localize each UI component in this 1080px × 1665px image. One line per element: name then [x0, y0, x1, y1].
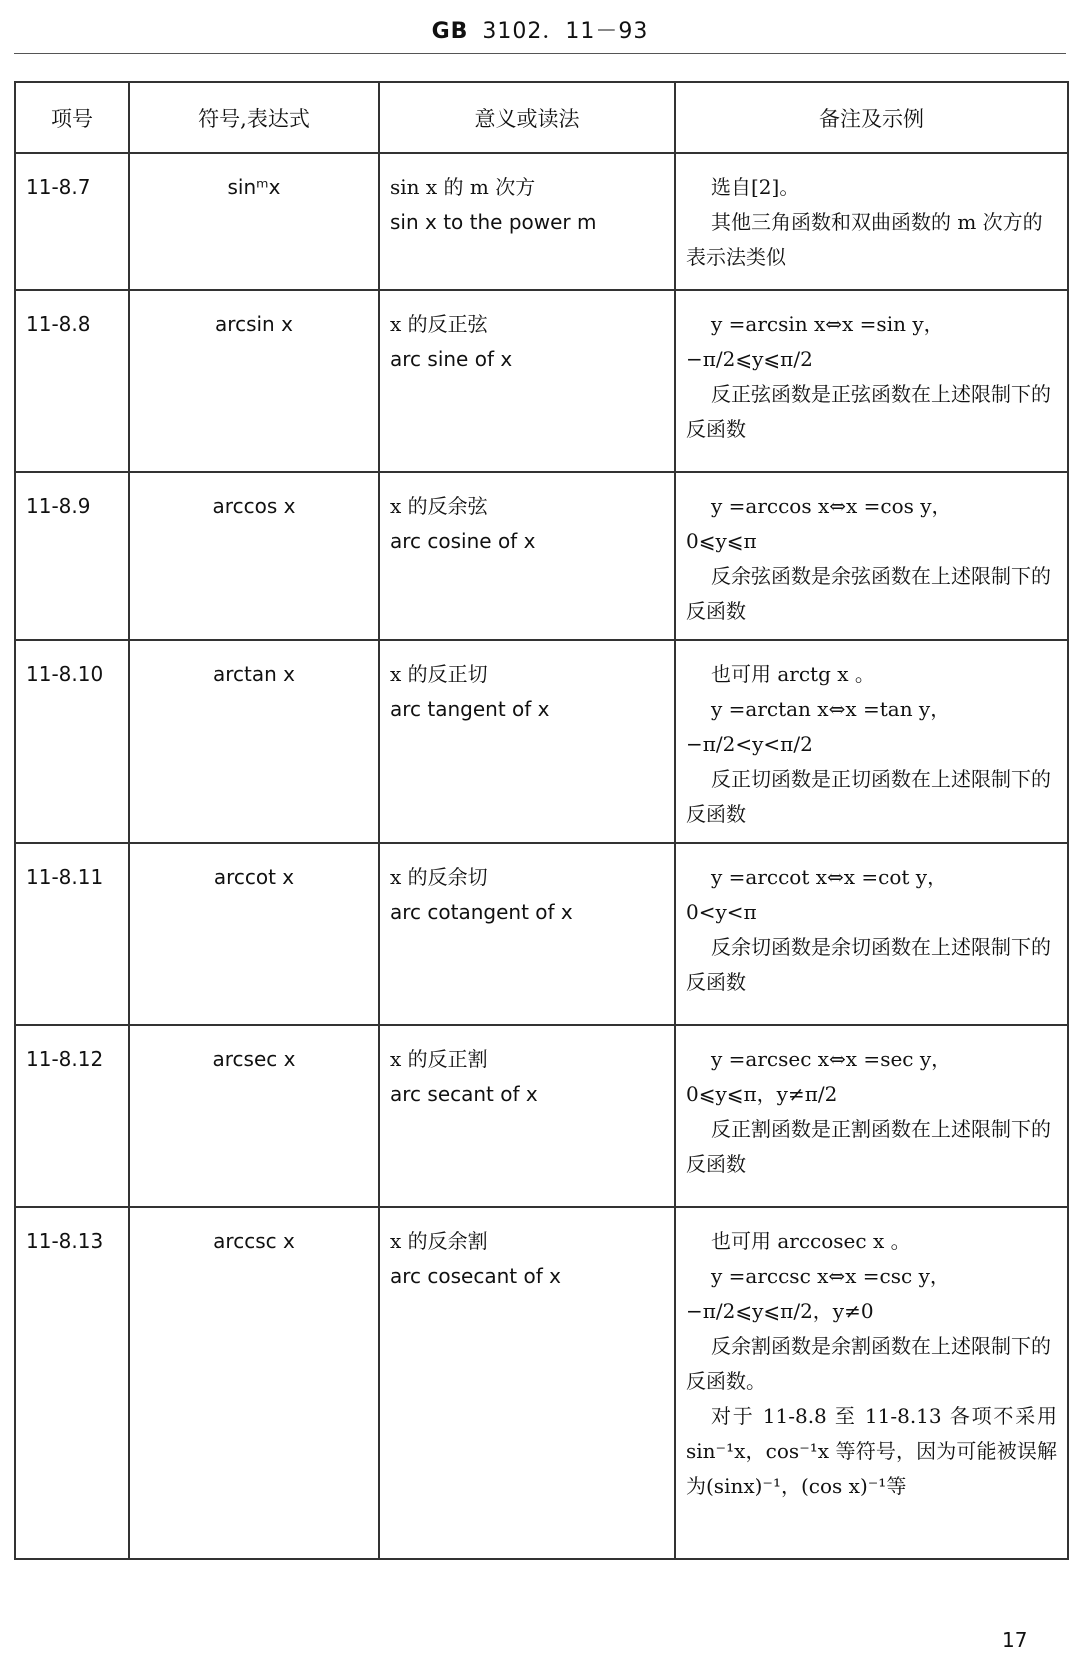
header-rule	[14, 53, 1066, 54]
meaning-en: sin x to the power m	[390, 210, 597, 234]
note-line: 反正弦函数是正弦函数在上述限制下的反函数	[686, 382, 1051, 441]
notes-cell	[675, 1025, 1068, 1207]
notes-cell	[675, 153, 1068, 290]
note-line: 0<y<π	[686, 900, 757, 924]
table-row	[15, 1025, 1068, 1207]
meaning-en: arc sine of x	[390, 347, 513, 371]
column-header-symbol: 符号,表达式	[129, 82, 379, 153]
standard-code: GB	[431, 19, 469, 44]
note-line: 反余割函数是余割函数在上述限制下的反函数。	[686, 1334, 1051, 1393]
note-line: y =arcsec x⇔x =sec y，	[711, 1047, 952, 1071]
meaning-cell	[379, 1207, 675, 1559]
symbol-expression: arccot x	[129, 843, 379, 1025]
meaning-en: arc cosecant of x	[390, 1264, 561, 1288]
note-line: 反余弦函数是余弦函数在上述限制下的反函数	[686, 564, 1051, 623]
note-line: y =arccos x⇔x =cos y，	[711, 494, 952, 518]
meaning-cell	[379, 472, 675, 640]
symbol-expression: arccos x	[129, 472, 379, 640]
meaning-zh: x 的反余割	[390, 1229, 488, 1253]
item-number: 11-8.9	[15, 472, 129, 640]
table-row	[15, 472, 1068, 640]
meaning-zh: x 的反正割	[390, 1047, 488, 1071]
meaning-zh: x 的反正弦	[390, 312, 488, 336]
page-header	[0, 14, 1080, 45]
note-line: 其他三角函数和双曲函数的 m 次方的表示法类似	[686, 210, 1043, 269]
note-line: −π/2⩽y⩽π/2，y≠0	[686, 1299, 874, 1323]
item-number: 11-8.10	[15, 640, 129, 843]
meaning-en: arc cotangent of x	[390, 900, 573, 924]
note-line: y =arcsin x⇔x =sin y，	[711, 312, 944, 336]
table-row	[15, 290, 1068, 472]
table-row	[15, 640, 1068, 843]
note-line: 反正切函数是正切函数在上述限制下的反函数	[686, 767, 1051, 826]
note-line: y =arccsc x⇔x =csc y，	[711, 1264, 950, 1288]
notes-cell	[675, 290, 1068, 472]
notes-cell	[675, 472, 1068, 640]
symbols-table	[14, 81, 1069, 1560]
item-number: 11-8.12	[15, 1025, 129, 1207]
symbol-expression: sinᵐx	[129, 153, 379, 290]
table-row	[15, 1207, 1068, 1559]
standard-number: 3102．11－93	[482, 19, 649, 44]
meaning-cell	[379, 843, 675, 1025]
column-header-notes: 备注及示例	[675, 82, 1068, 153]
notes-cell	[675, 640, 1068, 843]
symbol-expression: arcsin x	[129, 290, 379, 472]
meaning-zh: x 的反余弦	[390, 494, 488, 518]
meaning-zh: x 的反余切	[390, 865, 488, 889]
note-line: −π/2<y<π/2	[686, 732, 813, 756]
meaning-cell	[379, 1025, 675, 1207]
meaning-cell	[379, 290, 675, 472]
meaning-en: arc tangent of x	[390, 697, 550, 721]
symbol-expression: arctan x	[129, 640, 379, 843]
table-row	[15, 843, 1068, 1025]
symbol-expression: arcsec x	[129, 1025, 379, 1207]
column-header-meaning: 意义或读法	[379, 82, 675, 153]
table-header-row	[15, 82, 1068, 153]
note-line: 反余切函数是余切函数在上述限制下的反函数	[686, 935, 1051, 994]
note-line: 0⩽y⩽π，y≠π/2	[686, 1082, 838, 1106]
page-number: 17	[1002, 1628, 1028, 1652]
meaning-en: arc secant of x	[390, 1082, 538, 1106]
meaning-en: arc cosine of x	[390, 529, 536, 553]
notes-cell	[675, 843, 1068, 1025]
item-number: 11-8.8	[15, 290, 129, 472]
note-line: 选自[2]。	[711, 175, 800, 199]
note-line: y =arctan x⇔x =tan y，	[711, 697, 951, 721]
table-row	[15, 153, 1068, 290]
meaning-cell	[379, 153, 675, 290]
note-line: 对于 11-8.8 至 11-8.13 各项不采用 sin⁻¹x，cos⁻¹x 等符号，因为可能被误解为(sinx)⁻¹，(cos x)⁻¹等	[686, 1404, 1057, 1498]
meaning-cell	[379, 640, 675, 843]
note-line: 反正割函数是正割函数在上述限制下的反函数	[686, 1117, 1051, 1176]
meaning-zh: x 的反正切	[390, 662, 488, 686]
note-line: −π/2⩽y⩽π/2	[686, 347, 813, 371]
column-header-item-no: 项号	[15, 82, 129, 153]
note-line: 也可用 arccosec x 。	[711, 1229, 911, 1253]
note-line: 也可用 arctg x 。	[711, 662, 875, 686]
meaning-zh: sin x 的 m 次方	[390, 175, 536, 199]
item-number: 11-8.11	[15, 843, 129, 1025]
item-number: 11-8.13	[15, 1207, 129, 1559]
item-number: 11-8.7	[15, 153, 129, 290]
symbol-expression: arccsc x	[129, 1207, 379, 1559]
note-line: y =arccot x⇔x =cot y，	[711, 865, 948, 889]
notes-cell	[675, 1207, 1068, 1559]
note-line: 0⩽y⩽π	[686, 529, 757, 553]
